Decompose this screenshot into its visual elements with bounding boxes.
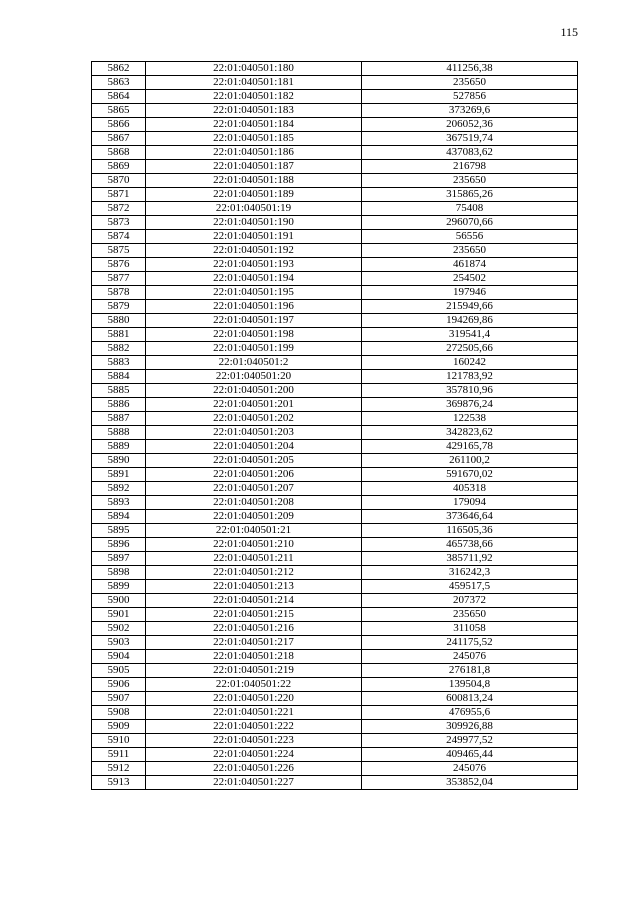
table-row [92, 398, 578, 412]
value-cell: 591670,02 [362, 468, 578, 482]
cadastral-number-cell: 22:01:040501:201 [146, 398, 362, 412]
value-cell: 527856 [362, 90, 578, 104]
row-number-cell: 5885 [92, 384, 146, 398]
table-row [92, 426, 578, 440]
value-cell: 249977,52 [362, 734, 578, 748]
cadastral-number-cell: 22:01:040501:217 [146, 636, 362, 650]
row-number-cell: 5869 [92, 160, 146, 174]
value-cell: 121783,92 [362, 370, 578, 384]
row-number-cell: 5886 [92, 398, 146, 412]
cadastral-number-cell: 22:01:040501:218 [146, 650, 362, 664]
table-row [92, 496, 578, 510]
row-number-cell: 5908 [92, 706, 146, 720]
cadastral-number-cell: 22:01:040501:180 [146, 62, 362, 76]
cadastral-number-cell: 22:01:040501:208 [146, 496, 362, 510]
value-cell: 194269,86 [362, 314, 578, 328]
row-number-cell: 5891 [92, 468, 146, 482]
cadastral-number-cell: 22:01:040501:200 [146, 384, 362, 398]
cadastral-number-cell: 22:01:040501:193 [146, 258, 362, 272]
row-number-cell: 5902 [92, 622, 146, 636]
row-number-cell: 5913 [92, 776, 146, 790]
value-cell: 367519,74 [362, 132, 578, 146]
table-row [92, 314, 578, 328]
value-cell: 197946 [362, 286, 578, 300]
cadastral-number-cell: 22:01:040501:202 [146, 412, 362, 426]
row-number-cell: 5873 [92, 216, 146, 230]
table-row [92, 76, 578, 90]
table-row [92, 608, 578, 622]
table-row [92, 174, 578, 188]
cadastral-number-cell: 22:01:040501:198 [146, 328, 362, 342]
table-row [92, 566, 578, 580]
cadastral-number-cell: 22:01:040501:220 [146, 692, 362, 706]
value-cell: 160242 [362, 356, 578, 370]
value-cell: 411256,38 [362, 62, 578, 76]
cadastral-number-cell: 22:01:040501:204 [146, 440, 362, 454]
cadastral-number-cell: 22:01:040501:197 [146, 314, 362, 328]
table-body [92, 62, 578, 790]
table-row [92, 160, 578, 174]
cadastral-number-cell: 22:01:040501:221 [146, 706, 362, 720]
cadastral-number-cell: 22:01:040501:188 [146, 174, 362, 188]
cadastral-number-cell: 22:01:040501:199 [146, 342, 362, 356]
row-number-cell: 5899 [92, 580, 146, 594]
table-row [92, 258, 578, 272]
row-number-cell: 5911 [92, 748, 146, 762]
cadastral-number-cell: 22:01:040501:182 [146, 90, 362, 104]
cadastral-number-cell: 22:01:040501:219 [146, 664, 362, 678]
table-row [92, 720, 578, 734]
value-cell: 139504,8 [362, 678, 578, 692]
row-number-cell: 5890 [92, 454, 146, 468]
row-number-cell: 5878 [92, 286, 146, 300]
row-number-cell: 5872 [92, 202, 146, 216]
table-row [92, 678, 578, 692]
table-row [92, 412, 578, 426]
row-number-cell: 5904 [92, 650, 146, 664]
row-number-cell: 5884 [92, 370, 146, 384]
cadastral-number-cell: 22:01:040501:191 [146, 230, 362, 244]
value-cell: 600813,24 [362, 692, 578, 706]
value-cell: 465738,66 [362, 538, 578, 552]
row-number-cell: 5879 [92, 300, 146, 314]
cadastral-number-cell: 22:01:040501:216 [146, 622, 362, 636]
value-cell: 235650 [362, 608, 578, 622]
cadastral-number-cell: 22:01:040501:22 [146, 678, 362, 692]
value-cell: 405318 [362, 482, 578, 496]
cadastral-number-cell: 22:01:040501:185 [146, 132, 362, 146]
value-cell: 353852,04 [362, 776, 578, 790]
cadastral-number-cell: 22:01:040501:226 [146, 762, 362, 776]
table-row [92, 748, 578, 762]
table-row [92, 216, 578, 230]
cadastral-number-cell: 22:01:040501:215 [146, 608, 362, 622]
value-cell: 373646,64 [362, 510, 578, 524]
cadastral-number-cell: 22:01:040501:20 [146, 370, 362, 384]
table-row [92, 356, 578, 370]
row-number-cell: 5864 [92, 90, 146, 104]
table-row [92, 706, 578, 720]
value-cell: 207372 [362, 594, 578, 608]
row-number-cell: 5893 [92, 496, 146, 510]
cadastral-number-cell: 22:01:040501:207 [146, 482, 362, 496]
row-number-cell: 5888 [92, 426, 146, 440]
table-row [92, 104, 578, 118]
row-number-cell: 5876 [92, 258, 146, 272]
table-row [92, 538, 578, 552]
row-number-cell: 5881 [92, 328, 146, 342]
value-cell: 215949,66 [362, 300, 578, 314]
row-number-cell: 5870 [92, 174, 146, 188]
value-cell: 235650 [362, 76, 578, 90]
table-row [92, 342, 578, 356]
table-row [92, 454, 578, 468]
value-cell: 245076 [362, 762, 578, 776]
table-row [92, 552, 578, 566]
cadastral-number-cell: 22:01:040501:203 [146, 426, 362, 440]
cadastral-number-cell: 22:01:040501:189 [146, 188, 362, 202]
value-cell: 272505,66 [362, 342, 578, 356]
table-row [92, 580, 578, 594]
table-row [92, 384, 578, 398]
table-row [92, 118, 578, 132]
row-number-cell: 5874 [92, 230, 146, 244]
table-row [92, 328, 578, 342]
row-number-cell: 5862 [92, 62, 146, 76]
table-row [92, 510, 578, 524]
value-cell: 254502 [362, 272, 578, 286]
cadastral-number-cell: 22:01:040501:213 [146, 580, 362, 594]
cadastral-number-cell: 22:01:040501:196 [146, 300, 362, 314]
cadastral-number-cell: 22:01:040501:2 [146, 356, 362, 370]
value-cell: 342823,62 [362, 426, 578, 440]
value-cell: 235650 [362, 244, 578, 258]
value-cell: 319541,4 [362, 328, 578, 342]
table-row [92, 146, 578, 160]
cadastral-number-cell: 22:01:040501:209 [146, 510, 362, 524]
row-number-cell: 5898 [92, 566, 146, 580]
table-row [92, 594, 578, 608]
value-cell: 437083,62 [362, 146, 578, 160]
value-cell: 241175,52 [362, 636, 578, 650]
row-number-cell: 5901 [92, 608, 146, 622]
row-number-cell: 5866 [92, 118, 146, 132]
row-number-cell: 5894 [92, 510, 146, 524]
row-number-cell: 5906 [92, 678, 146, 692]
value-cell: 206052,36 [362, 118, 578, 132]
value-cell: 385711,92 [362, 552, 578, 566]
cadastral-number-cell: 22:01:040501:224 [146, 748, 362, 762]
value-cell: 369876,24 [362, 398, 578, 412]
row-number-cell: 5880 [92, 314, 146, 328]
cadastral-number-cell: 22:01:040501:195 [146, 286, 362, 300]
row-number-cell: 5907 [92, 692, 146, 706]
row-number-cell: 5897 [92, 552, 146, 566]
cadastral-number-cell: 22:01:040501:190 [146, 216, 362, 230]
cadastral-number-cell: 22:01:040501:223 [146, 734, 362, 748]
table-row [92, 440, 578, 454]
table-row [92, 762, 578, 776]
table-row [92, 622, 578, 636]
row-number-cell: 5875 [92, 244, 146, 258]
row-number-cell: 5887 [92, 412, 146, 426]
value-cell: 429165,78 [362, 440, 578, 454]
table-row [92, 636, 578, 650]
value-cell: 459517,5 [362, 580, 578, 594]
cadastral-number-cell: 22:01:040501:206 [146, 468, 362, 482]
row-number-cell: 5892 [92, 482, 146, 496]
cadastral-number-cell: 22:01:040501:194 [146, 272, 362, 286]
cadastral-number-cell: 22:01:040501:181 [146, 76, 362, 90]
table-row [92, 62, 578, 76]
row-number-cell: 5863 [92, 76, 146, 90]
page-number: 115 [560, 25, 578, 39]
value-cell: 56556 [362, 230, 578, 244]
value-cell: 179094 [362, 496, 578, 510]
row-number-cell: 5895 [92, 524, 146, 538]
value-cell: 235650 [362, 174, 578, 188]
value-cell: 461874 [362, 258, 578, 272]
value-cell: 373269,6 [362, 104, 578, 118]
value-cell: 261100,2 [362, 454, 578, 468]
value-cell: 116505,36 [362, 524, 578, 538]
row-number-cell: 5905 [92, 664, 146, 678]
table-row [92, 188, 578, 202]
cadastral-number-cell: 22:01:040501:187 [146, 160, 362, 174]
value-cell: 309926,88 [362, 720, 578, 734]
table-row [92, 482, 578, 496]
table-row [92, 244, 578, 258]
table-row [92, 202, 578, 216]
cadastral-number-cell: 22:01:040501:186 [146, 146, 362, 160]
row-number-cell: 5912 [92, 762, 146, 776]
table-row [92, 90, 578, 104]
value-cell: 216798 [362, 160, 578, 174]
value-cell: 476955,6 [362, 706, 578, 720]
table-row [92, 286, 578, 300]
value-cell: 296070,66 [362, 216, 578, 230]
table-row [92, 300, 578, 314]
row-number-cell: 5903 [92, 636, 146, 650]
cadastral-number-cell: 22:01:040501:184 [146, 118, 362, 132]
value-cell: 315865,26 [362, 188, 578, 202]
cadastral-number-cell: 22:01:040501:205 [146, 454, 362, 468]
cadastral-number-cell: 22:01:040501:183 [146, 104, 362, 118]
table-row [92, 692, 578, 706]
row-number-cell: 5867 [92, 132, 146, 146]
table-row [92, 776, 578, 790]
table-row [92, 132, 578, 146]
row-number-cell: 5865 [92, 104, 146, 118]
cadastral-number-cell: 22:01:040501:227 [146, 776, 362, 790]
cadastral-number-cell: 22:01:040501:222 [146, 720, 362, 734]
value-cell: 316242,3 [362, 566, 578, 580]
value-cell: 276181,8 [362, 664, 578, 678]
table-row [92, 370, 578, 384]
cadastral-number-cell: 22:01:040501:192 [146, 244, 362, 258]
value-cell: 122538 [362, 412, 578, 426]
row-number-cell: 5900 [92, 594, 146, 608]
table-row [92, 650, 578, 664]
row-number-cell: 5868 [92, 146, 146, 160]
cadastral-number-cell: 22:01:040501:214 [146, 594, 362, 608]
row-number-cell: 5882 [92, 342, 146, 356]
row-number-cell: 5883 [92, 356, 146, 370]
table-row [92, 272, 578, 286]
value-cell: 75408 [362, 202, 578, 216]
cadastral-number-cell: 22:01:040501:210 [146, 538, 362, 552]
table-row [92, 734, 578, 748]
row-number-cell: 5910 [92, 734, 146, 748]
row-number-cell: 5909 [92, 720, 146, 734]
value-cell: 357810,96 [362, 384, 578, 398]
value-cell: 311058 [362, 622, 578, 636]
cadastral-number-cell: 22:01:040501:211 [146, 552, 362, 566]
cadastral-value-table [91, 61, 578, 790]
value-cell: 245076 [362, 650, 578, 664]
row-number-cell: 5877 [92, 272, 146, 286]
row-number-cell: 5896 [92, 538, 146, 552]
table-row [92, 230, 578, 244]
table-row [92, 468, 578, 482]
row-number-cell: 5889 [92, 440, 146, 454]
cadastral-number-cell: 22:01:040501:21 [146, 524, 362, 538]
cadastral-number-cell: 22:01:040501:212 [146, 566, 362, 580]
cadastral-number-cell: 22:01:040501:19 [146, 202, 362, 216]
value-cell: 409465,44 [362, 748, 578, 762]
row-number-cell: 5871 [92, 188, 146, 202]
table-row [92, 664, 578, 678]
table-row [92, 524, 578, 538]
